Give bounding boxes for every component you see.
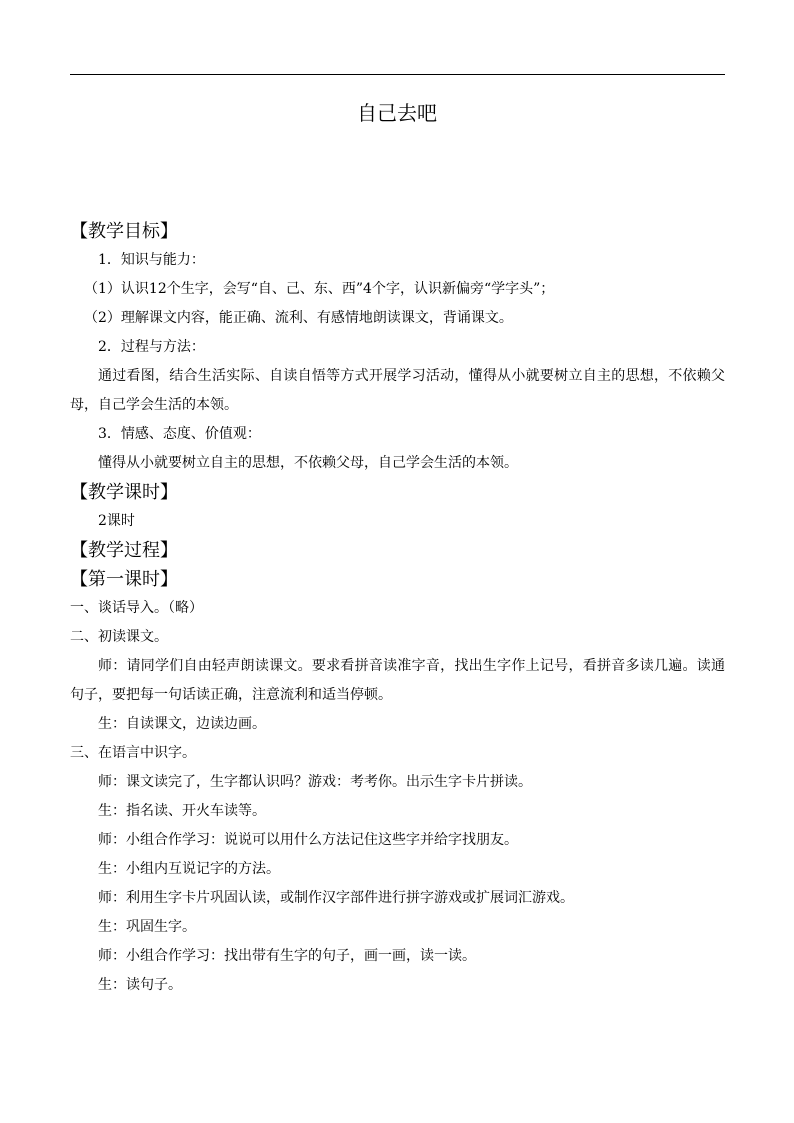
step3-line: 师：课文读完了，生字都认识吗？游戏：考考你。出示生字卡片拼读。 — [98, 774, 532, 790]
heading-goals: 【教学目标】 — [70, 221, 178, 242]
hours-text: 2课时 — [98, 513, 135, 529]
step2-student: 生：自读课文，边读边画。 — [98, 716, 266, 732]
step3-line: 师：利用生字卡片巩固认读，或制作汉字部件进行拼字游戏或扩展词汇游戏。 — [98, 890, 574, 906]
goal2-text: 通过看图，结合生活实际、自读自悟等方式开展学习活动，懂得从小就要树立自主的思想，不依赖父母，自己学会生活的本领。 — [70, 368, 725, 413]
goal3-text: 懂得从小就要树立自主的思想，不依赖父母，自己学会生活的本领。 — [98, 455, 518, 471]
step3-line: 生：小组内互说记字的方法。 — [98, 861, 280, 877]
goal2-title: 2．过程与方法： — [98, 339, 205, 355]
step3: 三、在语言中识字。 — [70, 745, 196, 761]
goal1-title: 1．知识与能力： — [98, 252, 205, 268]
document-body — [70, 217, 725, 1000]
step2: 二、初读课文。 — [70, 629, 168, 645]
goal1-item1: （1）认识12个生字，会写“自、己、东、西”4个字，认识新偏旁“学字头”； — [84, 281, 555, 297]
step3-line: 生：巩固生字。 — [98, 919, 196, 935]
heading-hours: 【教学课时】 — [70, 482, 178, 503]
header-rule — [70, 74, 725, 75]
goal3-title: 3．情感、态度、价值观： — [98, 426, 261, 442]
heading-first-lesson: 【第一课时】 — [70, 569, 178, 590]
step2-teacher: 师：请同学们自由轻声朗读课文。要求看拼音读准字音，找出生字作上记号，看拼音多读几遍。读通句子，要把每一句话读正确，注意流利和适当停顿。 — [70, 658, 725, 703]
step3-line: 师：小组合作学习：找出带有生字的句子，画一画，读一读。 — [98, 948, 476, 964]
step3-line: 师：小组合作学习：说说可以用什么方法记住这些字并给字找朋友。 — [98, 832, 518, 848]
heading-process: 【教学过程】 — [70, 540, 178, 561]
step3-line: 生：读句子。 — [98, 977, 182, 993]
step3-line: 生：指名读、开火车读等。 — [98, 803, 266, 819]
document-title: 自己去吧 — [357, 101, 437, 125]
step1: 一、谈话导入。（略） — [70, 600, 203, 616]
goal1-item2: （2）理解课文内容，能正确、流利、有感情地朗读课文，背诵课文。 — [84, 310, 513, 326]
